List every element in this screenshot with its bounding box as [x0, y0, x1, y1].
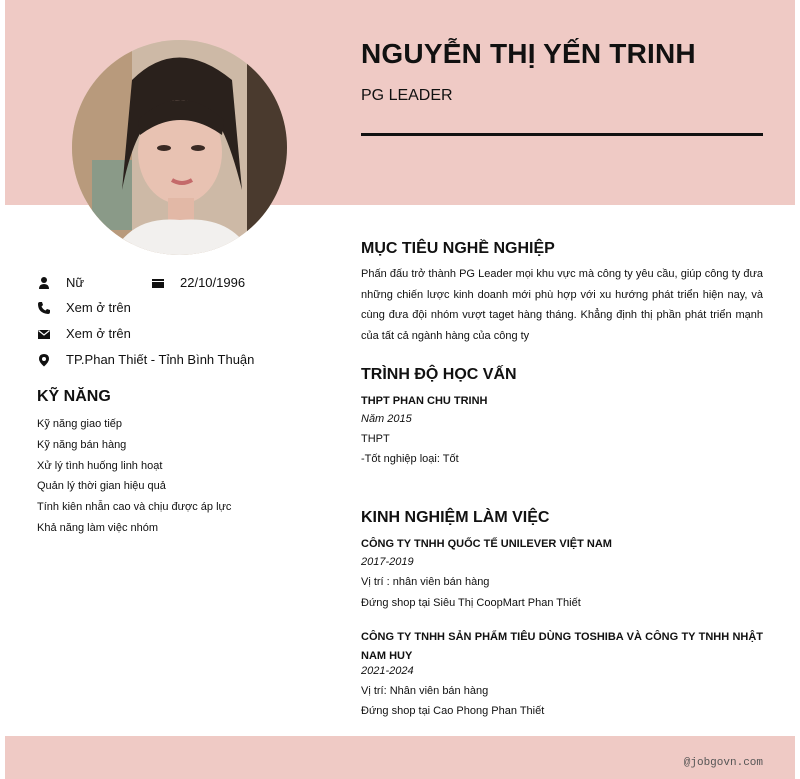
objective-text: Phấn đấu trở thành PG Leader mọi khu vực mà công ty yêu cầu, giúp công ty đưa những chiến lược kinh doanh mới phù hợp với xu hướng phát triển hiện nay, và cùng đưa đội nhóm vượt taget hàng tháng. Khẳng định thị phần phát triển mạnh của tất cả ngành hàng của công ty: [361, 268, 763, 342]
address-row: [37, 352, 254, 367]
email-value: Xem ở trên: [66, 326, 131, 341]
skills-heading: KỸ NĂNG: [37, 388, 111, 405]
job-company: CÔNG TY TNHH QUỐC TẾ UNILEVER VIỆT NAM: [361, 538, 612, 550]
calendar-icon: [151, 276, 165, 290]
header-divider: [361, 133, 763, 136]
address-value: TP.Phan Thiết - Tỉnh Bình Thuận: [66, 352, 255, 367]
skill-item: Xử lý tình huống linh hoạt: [37, 459, 163, 472]
skills-list: [37, 416, 231, 541]
person-icon: [37, 276, 51, 290]
job-period: 2021-2024: [361, 665, 414, 677]
skill-item: Khả năng làm việc nhóm: [37, 521, 159, 534]
job-position: Vị trí: Nhân viên bán hàng: [361, 685, 489, 697]
phone-row: [37, 300, 131, 315]
location-pin-icon: [37, 353, 51, 367]
birthdate-value: 22/10/1996: [180, 275, 246, 290]
education-grade: -Tốt nghiệp loại: Tốt: [361, 453, 459, 465]
phone-value: Xem ở trên: [66, 300, 131, 315]
education-heading: TRÌNH ĐỘ HỌC VẤN: [361, 366, 517, 383]
job-company: CÔNG TY TNHH SẢN PHẨM TIÊU DÙNG TOSHIBA VÀ CÔNG TY TNHH NHẬT NAM HUY: [361, 631, 763, 662]
job-detail: Đứng shop tại Siêu Thị CoopMart Phan Thiết: [361, 597, 581, 609]
gender-row: [37, 275, 84, 290]
footer-band: [5, 736, 795, 779]
job-detail: Đứng shop tại Cao Phong Phan Thiết: [361, 705, 545, 717]
objective-heading: MỤC TIÊU NGHỀ NGHIỆP: [361, 240, 555, 257]
gender-value: Nữ: [66, 275, 85, 290]
job-period: 2017-2019: [361, 556, 414, 568]
education-level: THPT: [361, 433, 390, 445]
skill-item: Quản lý thời gian hiệu quả: [37, 480, 166, 493]
school-name: THPT PHAN CHU TRINH: [361, 395, 488, 407]
birthdate-row: [151, 275, 245, 290]
profile-photo: [72, 40, 287, 255]
skill-item: Tính kiên nhẫn cao và chịu được áp lực: [37, 501, 232, 514]
mail-icon: [37, 327, 51, 341]
phone-icon: [37, 301, 51, 315]
email-row: [37, 326, 131, 341]
job-title: PG LEADER: [361, 87, 453, 104]
watermark: @jobgovn.com: [683, 757, 763, 769]
graduation-year: Năm 2015: [361, 413, 412, 425]
candidate-name: NGUYỄN THỊ YẾN TRINH: [361, 38, 696, 69]
experience-heading: KINH NGHIỆM LÀM VIỆC: [361, 509, 550, 526]
skill-item: Kỹ năng bán hàng: [37, 438, 127, 451]
job-position: Vị trí : nhân viên bán hàng: [361, 576, 490, 588]
skill-item: Kỹ năng giao tiếp: [37, 418, 123, 430]
